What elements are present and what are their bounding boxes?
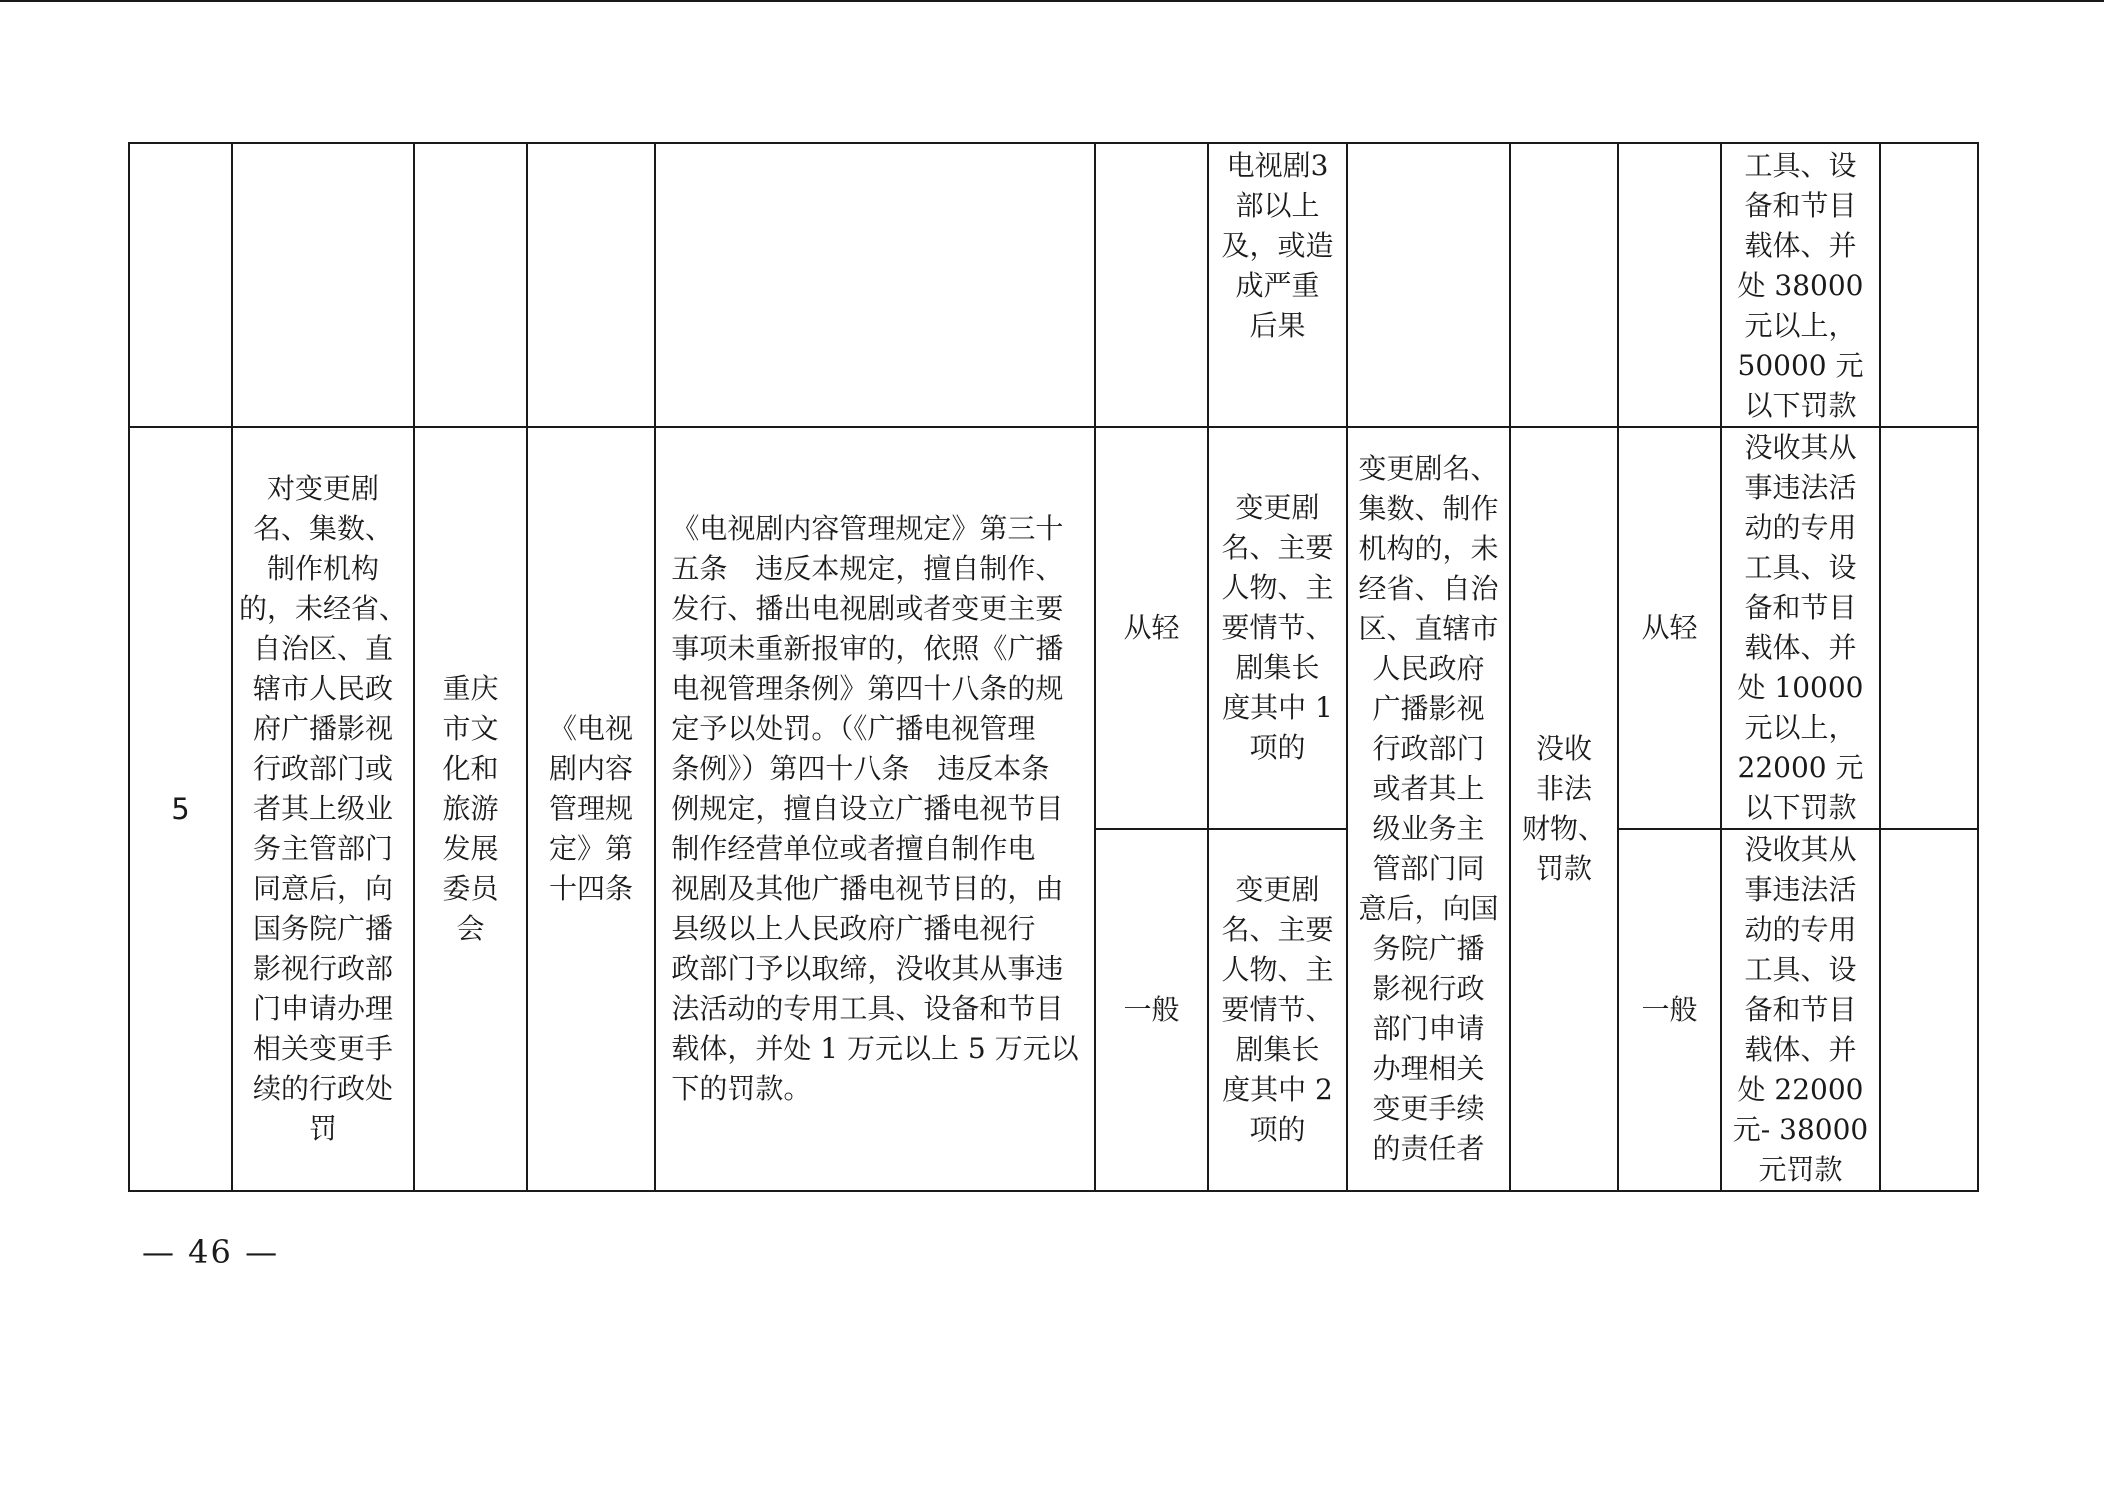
cell-matter — [232, 427, 414, 1191]
cell-penalty-standard — [1721, 143, 1880, 427]
cell-grade-general — [1618, 829, 1721, 1191]
cell-empty — [1880, 427, 1978, 829]
discretion-condition-text: 电视剧3 部以上 及，或造 成严重 后果 — [1221, 149, 1334, 342]
standard-lighter-text: 没收其从 事违法活 动的专用 工具、设 备和节目 载体、并 处 10000 元以上， 22000 元 以下罚款 — [1737, 431, 1864, 824]
cell-empty — [655, 143, 1095, 427]
cell-law — [527, 427, 655, 1191]
cell-empty — [129, 143, 232, 427]
cell-condition-general — [1208, 829, 1347, 1191]
agency-text: 重庆 市文 化和 旅游 发展 委员 会 — [442, 672, 499, 945]
table-row-5-lighter — [129, 427, 1978, 829]
cell-circumstance-lighter — [1095, 427, 1208, 829]
law-text: 《电视 剧内容 管理规 定》第 十四条 — [548, 712, 633, 905]
cell-legal-basis — [655, 427, 1095, 1191]
cell-agency — [414, 427, 527, 1191]
circumstance-lighter: 从轻 — [1123, 611, 1180, 644]
cell-empty — [1880, 829, 1978, 1191]
responsible-subject-text: 变更剧名、 集数、制作 机构的，未 经省、自治 区、直辖市 人民政府 广播影视 行政部门 或者其上 级业务主 管部门同 意后，向国 务院广播 影视行政 部门申请 办理相关 变更手续 的责任者 — [1358, 452, 1499, 1165]
row-index: 5 — [171, 791, 190, 826]
cell-empty — [527, 143, 655, 427]
circumstance-general: 一般 — [1123, 993, 1180, 1026]
grade-general: 一般 — [1641, 993, 1698, 1026]
legal-basis-text: 《电视剧内容管理规定》第三十 五条 违反本规定，擅自制作、 发行、播出电视剧或者变更主要 事项未重新报审的，依照《广播 电视管理条例》第四十八条的规 定予以处罚。（《广播电视管理 条例》）第四十八条 违反本条 例规定，擅自设立广播电视节目 制作经营单位或者擅自制作电 视剧及其他广播电视节目的，由 县级以上人民政府广播电视行 政部门予以取缔，没收其从事违 法活动的专用工具、设备和节目 载体，并处 1 万元以上 5 万元以 下的罚款。 — [671, 512, 1079, 1105]
cell-responsible-subject — [1347, 427, 1510, 1191]
cell-empty — [1510, 143, 1618, 427]
condition-general-text: 变更剧 名、主要 人物、主 要情节、 剧集长 度其中 2 项的 — [1221, 873, 1334, 1146]
penalty-discretion-table — [128, 142, 1979, 1192]
cell-empty — [232, 143, 414, 427]
cell-standard-lighter — [1721, 427, 1880, 829]
penalty-type-text: 没收 非法 财物、 罚款 — [1521, 732, 1606, 885]
cell-empty — [1880, 143, 1978, 427]
cell-discretion-condition — [1208, 143, 1347, 427]
cell-circumstance-general — [1095, 829, 1208, 1191]
matter-text: 对变更剧 名、集数、 制作机构 的，未经省、 自治区、直 辖市人民政 府广播影视 行政部门或 者其上级业 务主管部门 同意后，向 国务院广播 影视行政部 门申请办理 相关变更手 续的行政处 罚 — [238, 472, 407, 1145]
cell-grade-lighter — [1618, 427, 1721, 829]
grade-lighter: 从轻 — [1641, 611, 1698, 644]
cell-empty — [1095, 143, 1208, 427]
cell-standard-general — [1721, 829, 1880, 1191]
cell-empty — [1347, 143, 1510, 427]
top-border-line — [0, 0, 2104, 2]
condition-lighter-text: 变更剧 名、主要 人物、主 要情节、 剧集长 度其中 1 项的 — [1221, 491, 1334, 764]
cell-empty — [414, 143, 527, 427]
penalty-standard-text: 工具、设 备和节目 载体、并 处 38000 元以上， 50000 元 以下罚款 — [1737, 149, 1864, 422]
cell-penalty-type — [1510, 427, 1618, 1191]
cell-empty — [1618, 143, 1721, 427]
cell-condition-lighter — [1208, 427, 1347, 829]
table-row-continuation — [129, 143, 1978, 427]
standard-general-text: 没收其从 事违法活 动的专用 工具、设 备和节目 载体、并 处 22000 元- 38000 元罚款 — [1732, 833, 1869, 1186]
page-number: — 46 — — [142, 1233, 280, 1271]
cell-index — [129, 427, 232, 1191]
